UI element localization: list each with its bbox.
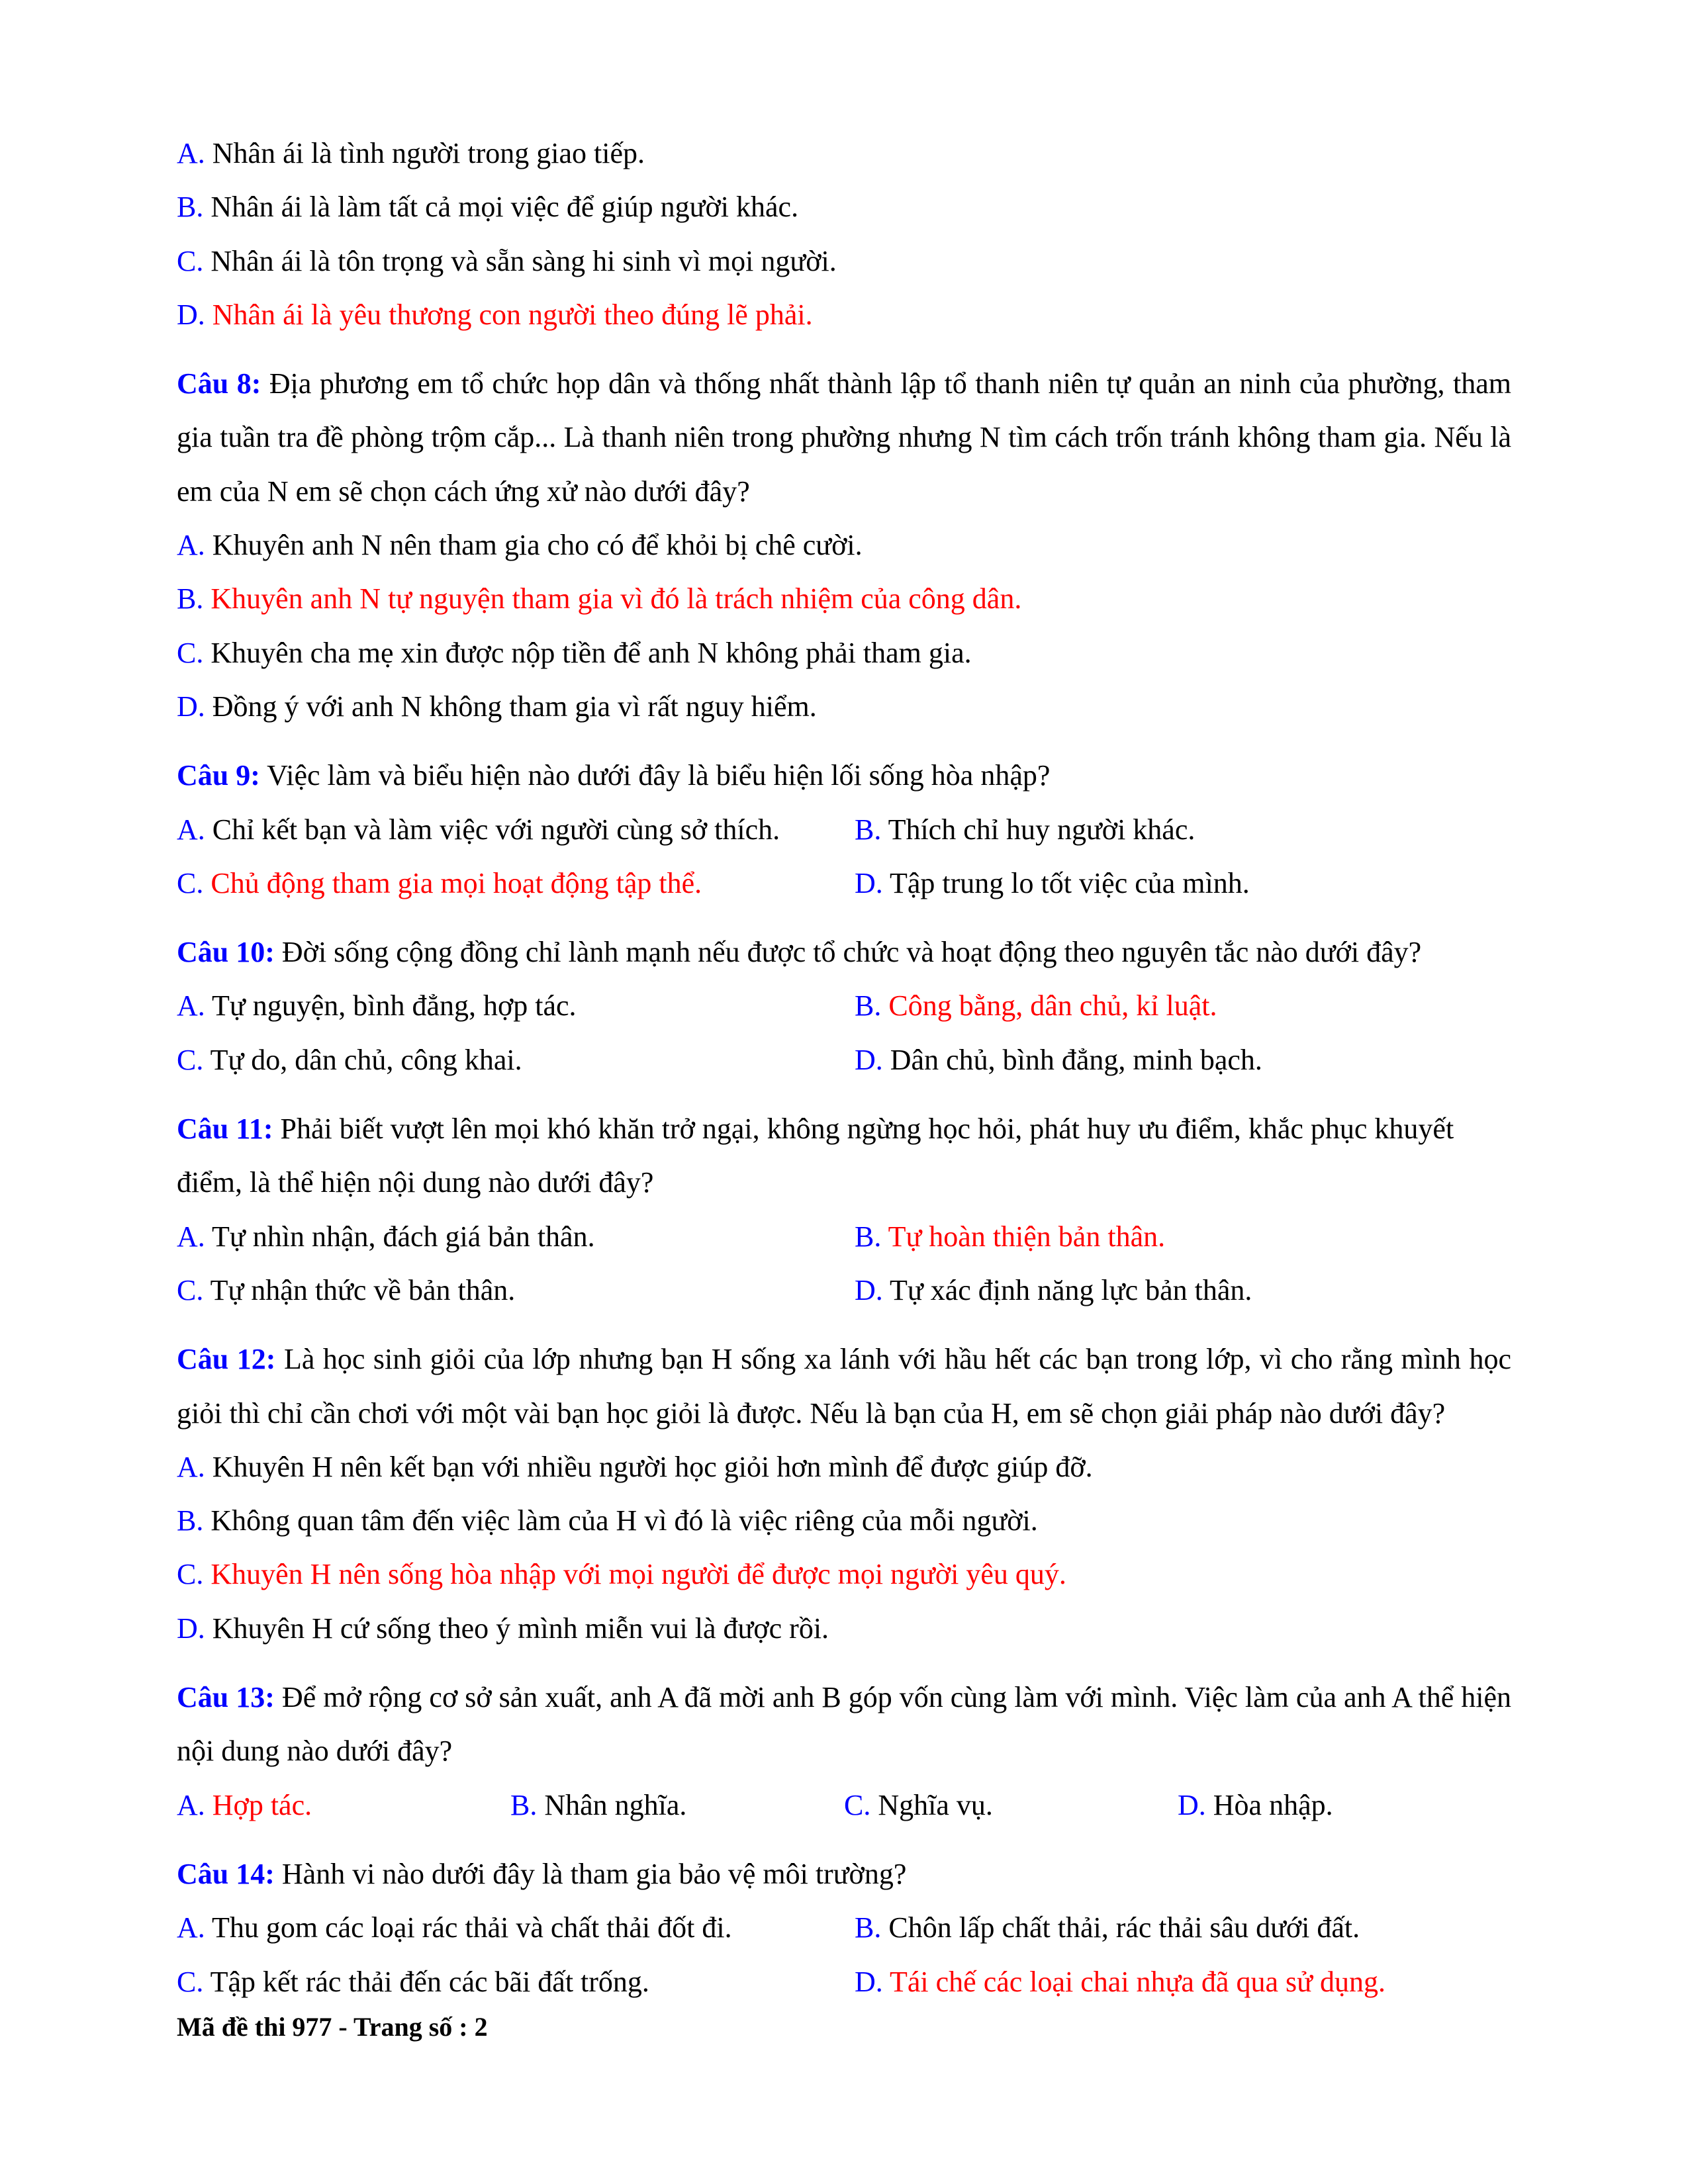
option-text: Dân chủ, bình đẳng, minh bạch. bbox=[890, 1043, 1262, 1076]
option-letter: A. bbox=[177, 1450, 205, 1483]
option-letter: A. bbox=[177, 1220, 205, 1253]
option-letter: D. bbox=[855, 1965, 883, 1998]
option-text: Khuyên H cứ sống theo ý mình miễn vui là được rồi. bbox=[212, 1612, 829, 1645]
question-stem: Là học sinh giỏi của lớp nhưng bạn H sống xa lánh với hầu hết các bạn trong lớp, vì cho rằng mình học giỏi thì chỉ cần chơi với một vài bạn học giỏi là được. Nếu là bạn của H, em sẽ chọn giải pháp nào dưới đây? bbox=[177, 1343, 1511, 1430]
option-text: Không quan tâm đến việc làm của H vì đó là việc riêng của mỗi người. bbox=[211, 1504, 1038, 1537]
correct-answer-text: Tái chế các loại chai nhựa đã qua sử dụng. bbox=[890, 1965, 1385, 1998]
option-text: Nhân nghĩa. bbox=[544, 1788, 687, 1821]
q9-option-c bbox=[177, 856, 855, 910]
q14-option-b bbox=[855, 1901, 1360, 1954]
q8-option-d bbox=[177, 680, 1511, 733]
option-letter: B. bbox=[855, 1911, 882, 1944]
question-label: Câu 10: bbox=[177, 936, 275, 969]
question-10 bbox=[177, 925, 1511, 979]
q13-option-a bbox=[177, 1778, 510, 1832]
question-label: Câu 8: bbox=[177, 367, 261, 400]
option-letter: D. bbox=[855, 1273, 883, 1306]
q9-option-b bbox=[855, 803, 1195, 856]
question-label: Câu 11: bbox=[177, 1113, 273, 1146]
q14-option-c bbox=[177, 1955, 855, 2009]
option-letter: C. bbox=[177, 1558, 204, 1591]
option-text: Tự nhận thức về bản thân. bbox=[210, 1273, 516, 1306]
option-letter: D. bbox=[1178, 1788, 1206, 1821]
option-letter: A. bbox=[177, 137, 205, 169]
question-11 bbox=[177, 1102, 1511, 1210]
option-text: Nhân ái là tôn trọng và sẵn sàng hi sinh vì mọi người. bbox=[211, 244, 837, 277]
question-label: Câu 12: bbox=[177, 1343, 276, 1376]
q12-option-b bbox=[177, 1494, 1511, 1547]
q11-option-d bbox=[855, 1263, 1252, 1317]
question-label: Câu 14: bbox=[177, 1857, 275, 1890]
correct-answer-text: Nhân ái là yêu thương con người theo đúng lẽ phải. bbox=[212, 298, 813, 331]
option-letter: B. bbox=[177, 1504, 204, 1537]
correct-answer-text: Khuyên anh N tự nguyện tham gia vì đó là trách nhiệm của công dân. bbox=[211, 582, 1022, 615]
q14-options-row-2 bbox=[177, 1955, 1511, 2009]
q11-options-row-1 bbox=[177, 1210, 1511, 1263]
q13-options-row bbox=[177, 1778, 1511, 1832]
option-letter: D. bbox=[177, 1612, 205, 1645]
question-12 bbox=[177, 1332, 1511, 1440]
q14-options-row-1 bbox=[177, 1901, 1511, 1954]
q13-option-d bbox=[1178, 1778, 1511, 1832]
q10-option-a bbox=[177, 979, 855, 1032]
question-stem: Đời sống cộng đồng chỉ lành mạnh nếu được tổ chức và hoạt động theo nguyên tắc nào dưới đây? bbox=[281, 936, 1422, 969]
option-letter: D. bbox=[177, 298, 205, 331]
option-text: Khuyên cha mẹ xin được nộp tiền để anh N không phải tham gia. bbox=[211, 636, 972, 669]
q13-option-c bbox=[844, 1778, 1178, 1832]
q10-options-row-1 bbox=[177, 979, 1511, 1032]
q12-option-a bbox=[177, 1440, 1511, 1494]
option-letter: B. bbox=[510, 1788, 538, 1821]
option-letter: C. bbox=[177, 866, 204, 899]
option-letter: B. bbox=[855, 1220, 882, 1253]
option-letter: A. bbox=[177, 813, 205, 846]
q14-option-a bbox=[177, 1901, 855, 1954]
option-letter: C. bbox=[177, 636, 204, 669]
option-letter: A. bbox=[177, 989, 205, 1023]
option-text: Tự xác định năng lực bản thân. bbox=[890, 1273, 1252, 1306]
question-stem: Việc làm và biểu hiện nào dưới đây là biểu hiện lối sống hòa nhập? bbox=[267, 759, 1051, 792]
option-text: Tự nguyện, bình đẳng, hợp tác. bbox=[212, 989, 577, 1023]
q10-option-c bbox=[177, 1033, 855, 1087]
option-text: Nghĩa vụ. bbox=[878, 1788, 993, 1821]
q9-option-d bbox=[855, 856, 1250, 910]
option-text: Tự do, dân chủ, công khai. bbox=[210, 1043, 522, 1076]
q7-option-a bbox=[177, 126, 1511, 180]
correct-answer-text: Công bằng, dân chủ, kỉ luật. bbox=[888, 989, 1217, 1023]
q11-option-a bbox=[177, 1210, 855, 1263]
q11-option-c bbox=[177, 1263, 855, 1317]
option-text: Chỉ kết bạn và làm việc với người cùng sở thích. bbox=[212, 813, 780, 846]
q10-options-row-2 bbox=[177, 1033, 1511, 1087]
option-letter: C. bbox=[844, 1788, 871, 1821]
page-footer: Mã đề thi 977 - Trang số : 2 bbox=[177, 2011, 488, 2042]
question-label: Câu 13: bbox=[177, 1681, 275, 1714]
option-letter: D. bbox=[177, 690, 205, 723]
q8-option-b bbox=[177, 572, 1511, 625]
q12-option-d bbox=[177, 1602, 1511, 1655]
question-stem: Phải biết vượt lên mọi khó khăn trở ngại, không ngừng học hỏi, phát huy ưu điểm, khắc phục khuyết điểm, là thể hiện nội dung nào dưới đây? bbox=[177, 1113, 1454, 1199]
correct-answer-text: Khuyên H nên sống hòa nhập với mọi người để được mọi người yêu quý. bbox=[211, 1558, 1066, 1591]
q9-option-a bbox=[177, 803, 855, 856]
option-text: Nhân ái là làm tất cả mọi việc để giúp người khác. bbox=[211, 191, 799, 224]
option-letter: B. bbox=[177, 582, 204, 615]
option-text: Chôn lấp chất thải, rác thải sâu dưới đất. bbox=[888, 1911, 1360, 1944]
correct-answer-text: Hợp tác. bbox=[212, 1788, 312, 1821]
option-text: Tập kết rác thải đến các bãi đất trống. bbox=[210, 1965, 649, 1998]
question-13 bbox=[177, 1670, 1511, 1778]
option-letter: B. bbox=[177, 191, 204, 224]
option-letter: C. bbox=[177, 244, 204, 277]
option-letter: D. bbox=[855, 1043, 883, 1076]
question-stem: Hành vi nào dưới đây là tham gia bảo vệ môi trường? bbox=[281, 1857, 907, 1890]
option-letter: D. bbox=[855, 866, 883, 899]
option-letter: B. bbox=[855, 813, 882, 846]
q10-option-b bbox=[855, 979, 1217, 1032]
q7-option-c bbox=[177, 234, 1511, 288]
option-letter: A. bbox=[177, 1911, 205, 1944]
q11-option-b bbox=[855, 1210, 1165, 1263]
option-text: Thu gom các loại rác thải và chất thải đốt đi. bbox=[212, 1911, 732, 1944]
option-text: Tập trung lo tốt việc của mình. bbox=[890, 866, 1250, 899]
question-stem: Để mở rộng cơ sở sản xuất, anh A đã mời anh B góp vốn cùng làm với mình. Việc làm của anh A thể hiện nội dung nào dưới đây? bbox=[177, 1681, 1511, 1768]
option-text: Khuyên anh N nên tham gia cho có để khỏi bị chê cười. bbox=[212, 529, 863, 562]
option-text: Đồng ý với anh N không tham gia vì rất nguy hiểm. bbox=[212, 690, 817, 723]
option-text: Khuyên H nên kết bạn với nhiều người học giỏi hơn mình để được giúp đỡ. bbox=[212, 1450, 1093, 1483]
option-letter: C. bbox=[177, 1965, 204, 1998]
q8-option-a bbox=[177, 518, 1511, 572]
exam-page bbox=[177, 126, 1511, 2040]
q13-option-b bbox=[510, 1778, 844, 1832]
option-letter: A. bbox=[177, 1788, 205, 1821]
option-letter: C. bbox=[177, 1043, 204, 1076]
option-letter: C. bbox=[177, 1273, 204, 1306]
q12-option-c bbox=[177, 1547, 1511, 1601]
q10-option-d bbox=[855, 1033, 1262, 1087]
q9-options-row-1 bbox=[177, 803, 1511, 856]
q7-option-b bbox=[177, 180, 1511, 234]
question-label: Câu 9: bbox=[177, 759, 260, 792]
option-letter: A. bbox=[177, 529, 205, 562]
option-text: Nhân ái là tình người trong giao tiếp. bbox=[212, 137, 645, 169]
correct-answer-text: Tự hoàn thiện bản thân. bbox=[888, 1220, 1166, 1253]
q8-option-c bbox=[177, 626, 1511, 680]
option-text: Hòa nhập. bbox=[1213, 1788, 1333, 1821]
question-9 bbox=[177, 749, 1511, 802]
q14-option-d bbox=[855, 1955, 1385, 2009]
option-text: Thích chỉ huy người khác. bbox=[888, 813, 1196, 846]
q7-option-d bbox=[177, 288, 1511, 341]
option-letter: B. bbox=[855, 989, 882, 1023]
question-14 bbox=[177, 1847, 1511, 1901]
option-text: Tự nhìn nhận, đách giá bản thân. bbox=[212, 1220, 595, 1253]
question-8 bbox=[177, 357, 1511, 518]
correct-answer-text: Chủ động tham gia mọi hoạt động tập thể. bbox=[211, 866, 702, 899]
q9-options-row-2 bbox=[177, 856, 1511, 910]
q11-options-row-2 bbox=[177, 1263, 1511, 1317]
question-stem: Địa phương em tổ chức họp dân và thống nhất thành lập tổ thanh niên tự quản an ninh của phường, tham gia tuần tra đề phòng trộm cắp... Là thanh niên trong phường nhưng N tìm cách trốn tránh không tham gia. Nếu là em của N em sẽ chọn cách ứng xử nào dưới đây? bbox=[177, 367, 1511, 508]
